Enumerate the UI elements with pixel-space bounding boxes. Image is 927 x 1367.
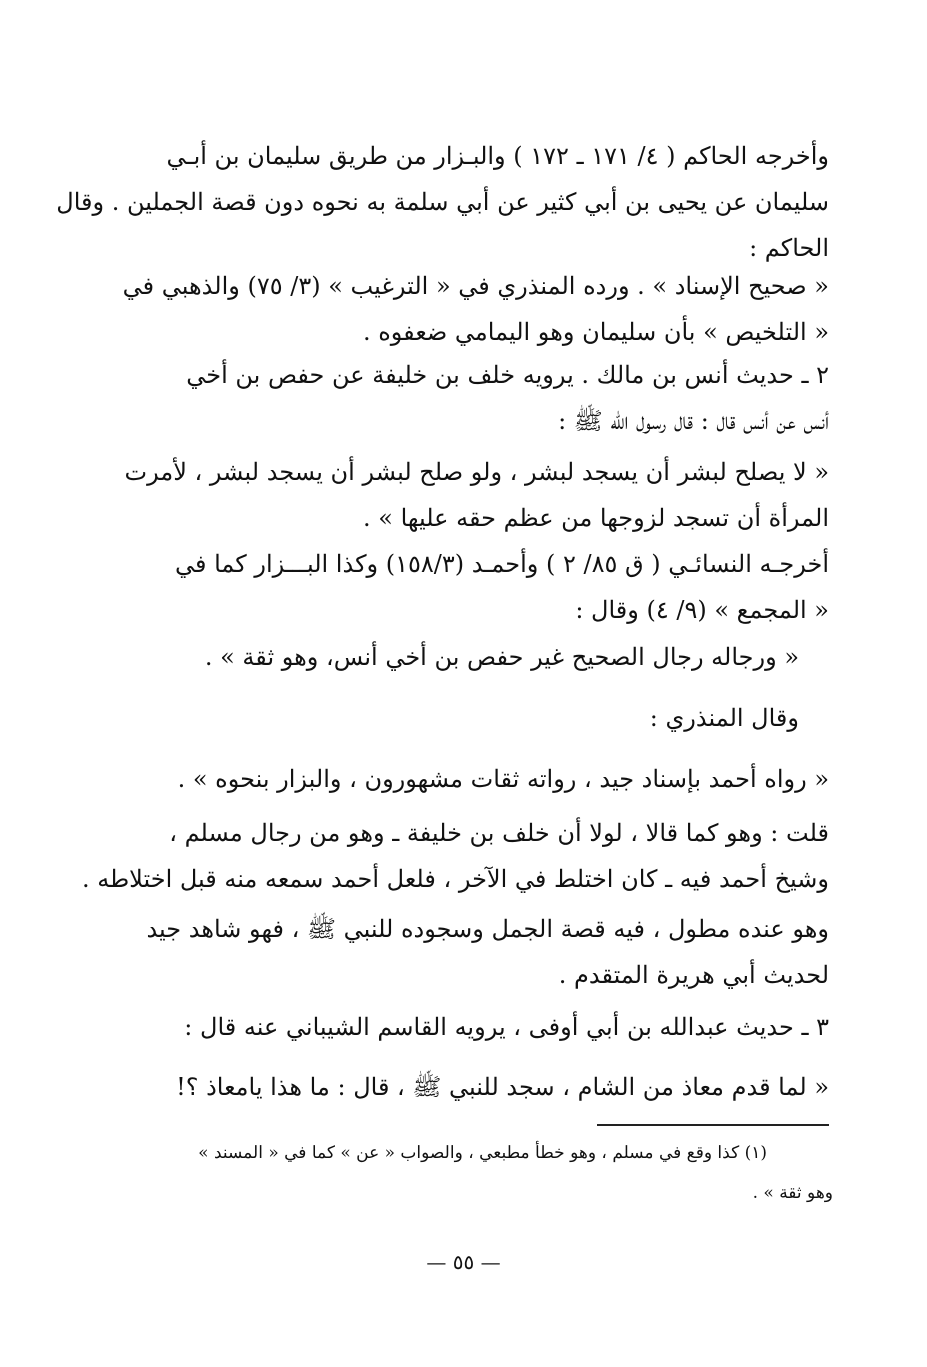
paragraph-author-comment bbox=[81, 810, 829, 902]
paragraph-hadith-ibn-abi-awfa-heading bbox=[153, 1004, 829, 1050]
paragraph-rijal-quote bbox=[153, 634, 799, 680]
text-line: « صحيح الإسناد » . ورده المنذري في « الترغيب » (٣/ ٧٥) والذهبي في bbox=[122, 272, 829, 300]
paragraph-ahmad-isnad-quote bbox=[153, 756, 829, 802]
text-line: « ورجاله رجال الصحيح غير حفص بن أخي أنس، وهو ثقة » . bbox=[204, 643, 799, 671]
text-line: ٣ ـ حديث عبدالله بن أبي أوفى ، يرويه القاسم الشيباني عنه قال : bbox=[184, 1013, 829, 1041]
footnote-separator bbox=[597, 1124, 829, 1126]
paragraph-muadh-quote bbox=[153, 1064, 829, 1110]
text-line: ٢ ـ حديث أنس بن مالك . يرويه خلف بن خليفة عن حفص بن أخي bbox=[186, 361, 829, 389]
text-line: وهو عنده مطول ، فيه قصة الجمل وسجوده للنبي ﷺ ، فهو شاهد جيد bbox=[146, 915, 829, 943]
paragraph-mutawwal bbox=[146, 906, 829, 998]
text-line: قلت : وهو كما قالا ، لولا أن خلف بن خليفة ـ وهو من رجال مسلم ، bbox=[169, 819, 829, 847]
footnote bbox=[167, 1133, 833, 1213]
text-line: أخرجـه النسائـي ( ق ٨٥/ ٢ ) وأحمـد (١٥٨/٣) وكذا البـــزار كما في bbox=[175, 550, 829, 578]
paragraph-sahih-isnad bbox=[122, 263, 829, 355]
text-line: الحاكم : bbox=[749, 234, 829, 262]
paragraph-hadith-anas-text bbox=[124, 449, 829, 541]
footnote-line: وهو ثقة » . bbox=[752, 1183, 833, 1203]
text-line: وأخرجه الحاكم ( ٤/ ١٧١ ـ ١٧٢ ) والبـزار من طريق سليمان بن أبـي bbox=[166, 142, 829, 170]
text-line: سليمان عن يحيى بن أبي كثير عن أبي سلمة به نحوه دون قصة الجملين . وقال bbox=[56, 188, 829, 216]
text-line: وقال المنذري : bbox=[649, 704, 799, 732]
paragraph-hadith-anas-heading bbox=[153, 352, 829, 444]
footnote-line: (١) كذا وقع في مسلم ، وهو خطأ مطبعي ، والصواب « عن » كما في « المسند » bbox=[198, 1143, 767, 1163]
paragraph-nasai-takhrij bbox=[153, 541, 829, 633]
text-line: « لا يصلح لبشر أن يسجد لبشر ، ولو صلح لبشر أن يسجد لبشر ، لأمرت bbox=[124, 458, 829, 486]
text-line: وشيخ أحمد فيه ـ كان اختلط في الآخر ، فلعل أحمد سمعه منه قبل اختلاطه . bbox=[81, 865, 829, 893]
text-line: « لما قدم معاذ من الشام ، سجد للنبي ﷺ ، قال : ما هذا يامعاذ ؟! bbox=[176, 1073, 829, 1101]
paragraph-hakim-takhrij bbox=[56, 133, 829, 271]
text-line: المرأة أن تسجد لزوجها من عظم حقه عليها » . bbox=[363, 504, 829, 532]
text-line: « المجمع » (٩/ ٤) وقال : bbox=[575, 596, 829, 624]
text-line: أنس عن أنس قال : قال رسول الله ﷺ : bbox=[558, 407, 829, 435]
text-line: « رواه أحمد بإسناد جيد ، رواته ثقات مشهورون ، والبزار بنحوه » . bbox=[177, 765, 829, 793]
text-line: لحديث أبي هريرة المتقدم . bbox=[558, 961, 829, 989]
paragraph-mundhiri-said bbox=[153, 695, 799, 741]
page-number: — ٥٥ — bbox=[426, 1250, 501, 1274]
text-line: « التلخيص » بأن سليمان وهو اليمامي ضعفوه . bbox=[362, 318, 829, 346]
